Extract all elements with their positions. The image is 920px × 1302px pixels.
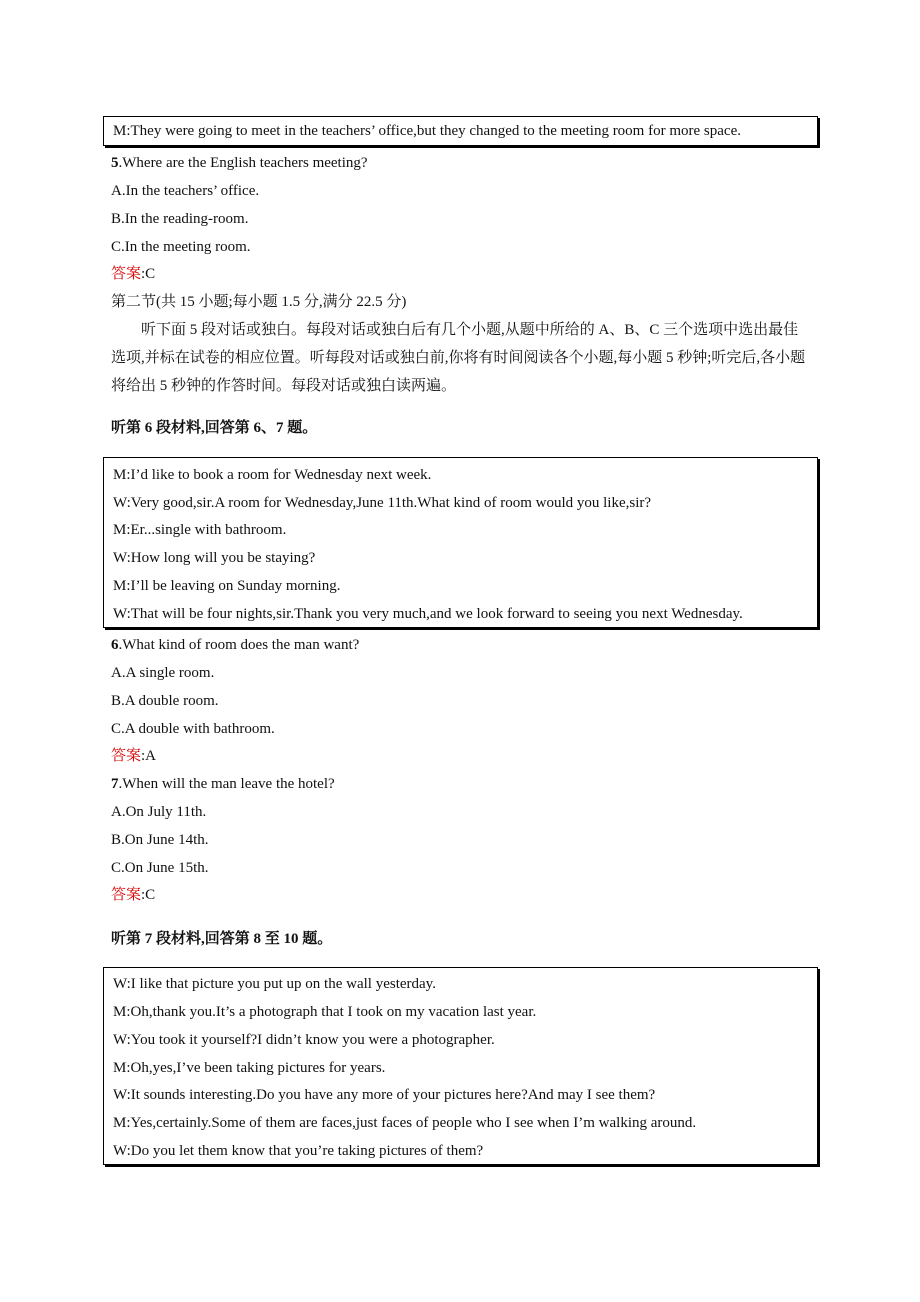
transcript-box-7 [103,967,818,1165]
question-6 [111,635,359,655]
transcript-line: W:It sounds interesting.Do you have any more of your pictures here?And may I see them? [113,1087,656,1103]
answer [111,264,155,284]
transcript-box-5 [103,116,818,146]
option-c: C.A double with bathroom. [111,721,275,737]
question-number: 6 [111,637,119,653]
option-c: C.In the meeting room. [111,239,251,255]
question-5 [111,153,368,173]
section-instructions: 听下面 5 段对话或独白。每段对话或独白后有几个小题,从题中所给的 A、B、C 三个选项中选出最佳选项,并标在试卷的相应位置。听每段对话或独白前,你将有时间阅读各个小题,每小题 5 秒钟;听完后,各小题将给出 5 秒钟的作答时间。每段对话或独白读两遍。 [111,322,806,394]
transcript-line: W:How long will you be staying? [113,550,316,566]
question-7 [111,774,335,794]
material-heading-6: 听第 6 段材料,回答第 6、7 题。 [111,420,318,436]
answer-value: :C [141,266,156,282]
transcript-line: M:I’d like to book a room for Wednesday next week. [113,467,432,483]
transcript-line: M:They were going to meet in the teachers’ office,but they changed to the meeting room for more space. [113,123,741,139]
option-a: A.In the teachers’ office. [111,183,260,199]
option-a: A.A single room. [111,665,215,681]
transcript-line: M:Oh,thank you.It’s a photograph that I took on my vacation last year. [113,1004,537,1020]
transcript-line: W:Very good,sir.A room for Wednesday,June 11th.What kind of room would you like,sir? [113,495,652,511]
answer-value: :A [141,748,157,764]
transcript-box-6 [103,457,818,628]
answer-label: 答案 [111,887,142,903]
transcript-line: W:Do you let them know that you’re taking pictures of them? [113,1143,484,1159]
answer [111,746,156,766]
question-number: 7 [111,776,119,792]
transcript-line: M:Yes,certainly.Some of them are faces,just faces of people who I see when I’m walking around. [113,1115,697,1131]
answer-value: :C [141,887,156,903]
transcript-line: M:I’ll be leaving on Sunday morning. [113,578,341,594]
answer-label: 答案 [111,266,142,282]
transcript-line: M:Oh,yes,I’ve been taking pictures for years. [113,1060,386,1076]
question-text: .Where are the English teachers meeting? [118,155,368,171]
option-a: A.On July 11th. [111,804,207,820]
answer [111,885,155,905]
question-number: 5 [111,155,119,171]
question-text: .When will the man leave the hotel? [118,776,335,792]
transcript-line: W:That will be four nights,sir.Thank you very much,and we look forward to seeing you next Wednesday. [113,606,743,622]
material-heading-7: 听第 7 段材料,回答第 8 至 10 题。 [111,931,333,947]
option-c: C.On June 15th. [111,860,209,876]
option-b: B.A double room. [111,693,219,709]
section-title: 第二节(共 15 小题;每小题 1.5 分,满分 22.5 分) [111,294,407,310]
transcript-line: M:Er...single with bathroom. [113,522,287,538]
transcript-line: W:I like that picture you put up on the wall yesterday. [113,976,436,992]
option-b: B.In the reading-room. [111,211,249,227]
option-b: B.On June 14th. [111,832,209,848]
answer-label: 答案 [111,748,142,764]
question-text: .What kind of room does the man want? [118,637,360,653]
transcript-line: W:You took it yourself?I didn’t know you were a photographer. [113,1032,495,1048]
